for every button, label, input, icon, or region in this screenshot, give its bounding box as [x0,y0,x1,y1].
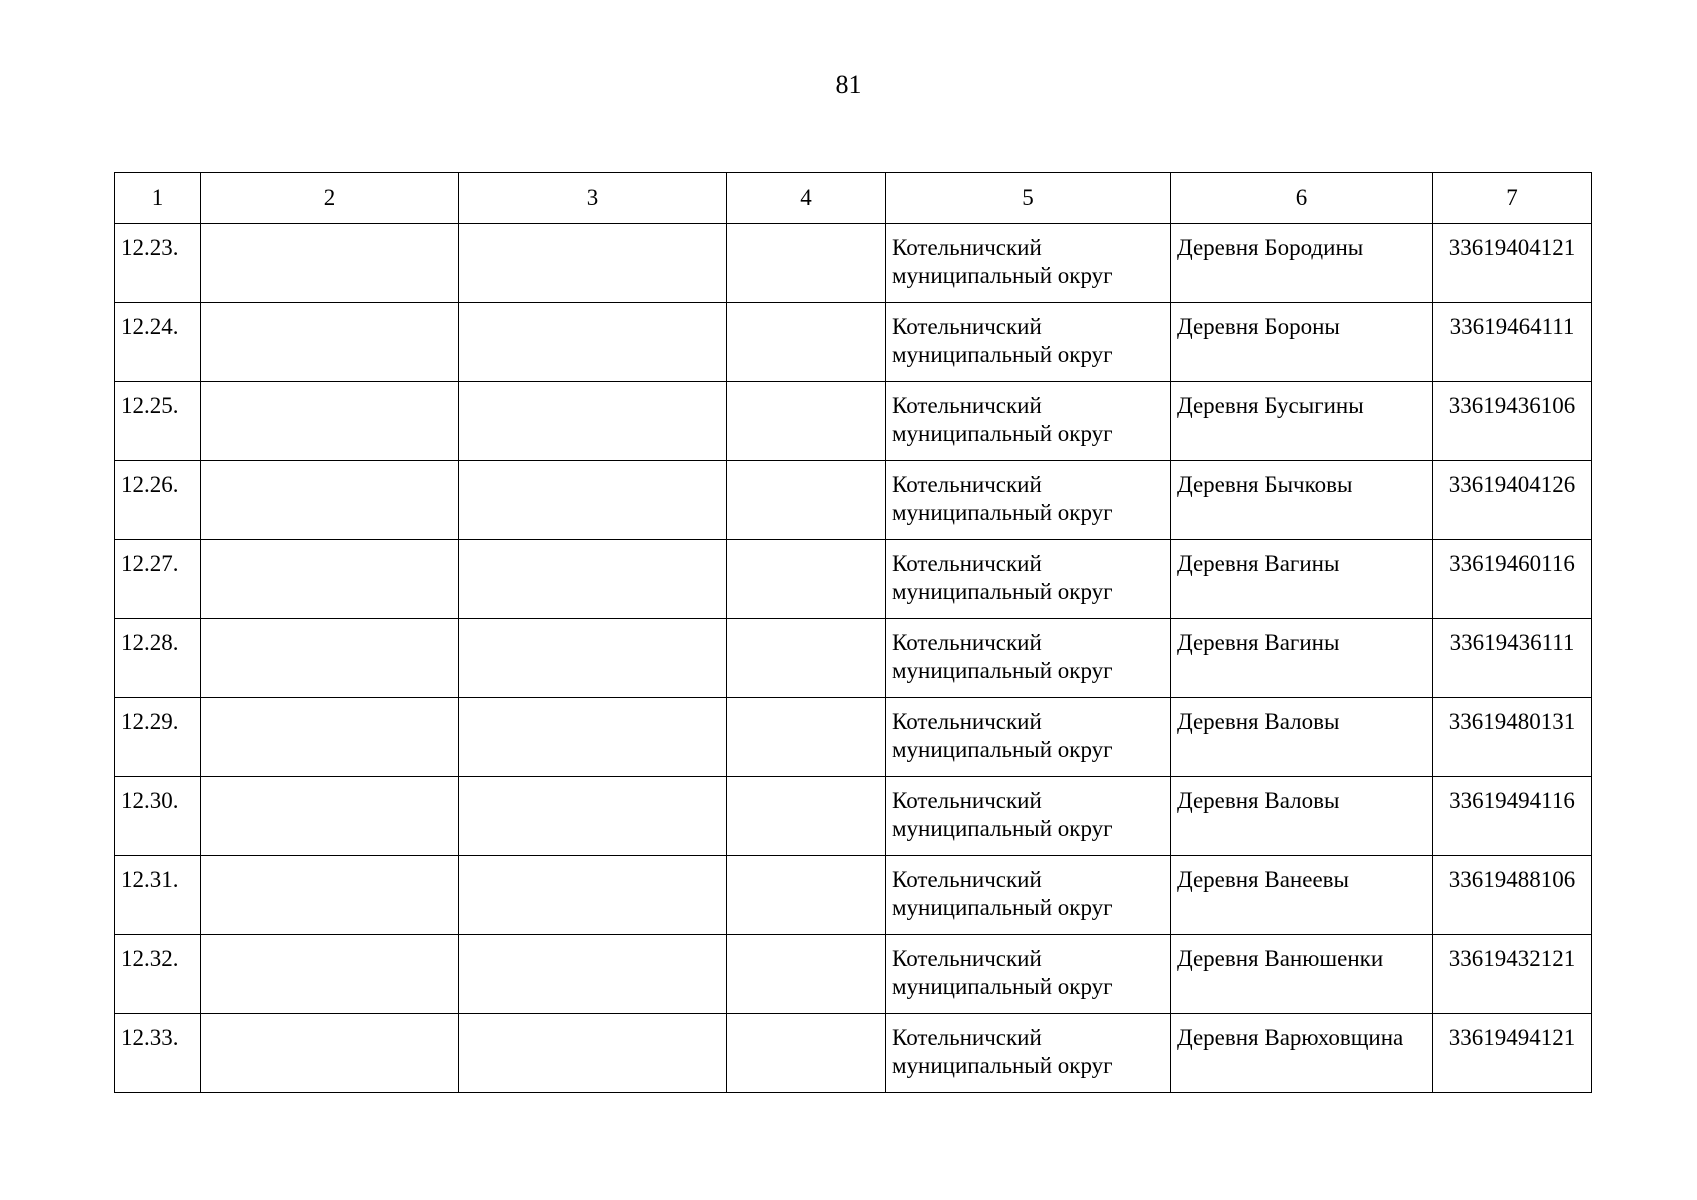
header-col-2: 2 [201,173,459,224]
settlements-table [114,172,1592,1093]
cell-col-3 [459,540,727,619]
code-cell: 33619464111 [1433,303,1592,382]
district-cell: Котельничский муниципальный округ [886,461,1171,540]
header-col-7: 7 [1433,173,1592,224]
cell-col-4 [727,224,886,303]
header-col-4: 4 [727,173,886,224]
cell-col-2 [201,540,459,619]
code-cell: 33619460116 [1433,540,1592,619]
cell-col-3 [459,303,727,382]
row-number: 12.30. [115,777,201,856]
cell-col-3 [459,461,727,540]
table-row [115,461,1592,540]
cell-col-2 [201,382,459,461]
settlement-cell: Деревня Валовы [1171,698,1433,777]
settlement-cell: Деревня Вагины [1171,540,1433,619]
row-number: 12.24. [115,303,201,382]
row-number: 12.23. [115,224,201,303]
code-cell: 33619494116 [1433,777,1592,856]
table-row [115,777,1592,856]
table-row [115,303,1592,382]
settlement-cell: Деревня Бородины [1171,224,1433,303]
district-cell: Котельничский муниципальный округ [886,1014,1171,1093]
table-row [115,935,1592,1014]
cell-col-4 [727,619,886,698]
cell-col-2 [201,856,459,935]
row-number: 12.29. [115,698,201,777]
settlement-cell: Деревня Варюховщина [1171,1014,1433,1093]
cell-col-2 [201,303,459,382]
district-cell: Котельничский муниципальный округ [886,540,1171,619]
settlement-cell: Деревня Бусыгины [1171,382,1433,461]
cell-col-2 [201,224,459,303]
table-row [115,540,1592,619]
code-cell: 33619404121 [1433,224,1592,303]
cell-col-3 [459,224,727,303]
table-row [115,1014,1592,1093]
settlement-cell: Деревня Валовы [1171,777,1433,856]
code-cell: 33619436111 [1433,619,1592,698]
code-cell: 33619404126 [1433,461,1592,540]
district-cell: Котельничский муниципальный округ [886,935,1171,1014]
cell-col-4 [727,777,886,856]
cell-col-3 [459,698,727,777]
cell-col-4 [727,303,886,382]
cell-col-4 [727,540,886,619]
cell-col-4 [727,461,886,540]
cell-col-2 [201,777,459,856]
settlement-cell: Деревня Бычковы [1171,461,1433,540]
row-number: 12.28. [115,619,201,698]
cell-col-3 [459,935,727,1014]
district-cell: Котельничский муниципальный округ [886,777,1171,856]
table-body [115,224,1592,1093]
cell-col-4 [727,382,886,461]
header-col-6: 6 [1171,173,1433,224]
district-cell: Котельничский муниципальный округ [886,382,1171,461]
code-cell: 33619432121 [1433,935,1592,1014]
code-cell: 33619436106 [1433,382,1592,461]
district-cell: Котельничский муниципальный округ [886,698,1171,777]
header-col-3: 3 [459,173,727,224]
cell-col-2 [201,619,459,698]
district-cell: Котельничский муниципальный округ [886,303,1171,382]
cell-col-4 [727,856,886,935]
header-col-1: 1 [115,173,201,224]
settlement-cell: Деревня Ванюшенки [1171,935,1433,1014]
header-row [115,173,1592,224]
cell-col-2 [201,461,459,540]
cell-col-3 [459,856,727,935]
code-cell: 33619494121 [1433,1014,1592,1093]
cell-col-2 [201,935,459,1014]
settlement-cell: Деревня Вагины [1171,619,1433,698]
table-row [115,224,1592,303]
cell-col-3 [459,1014,727,1093]
row-number: 12.26. [115,461,201,540]
cell-col-3 [459,382,727,461]
cell-col-3 [459,777,727,856]
cell-col-4 [727,1014,886,1093]
cell-col-4 [727,698,886,777]
table-row [115,856,1592,935]
cell-col-3 [459,619,727,698]
district-cell: Котельничский муниципальный округ [886,224,1171,303]
settlement-cell: Деревня Бороны [1171,303,1433,382]
settlement-cell: Деревня Ванеевы [1171,856,1433,935]
row-number: 12.32. [115,935,201,1014]
row-number: 12.31. [115,856,201,935]
page-number: 81 [835,70,862,99]
row-number: 12.25. [115,382,201,461]
cell-col-2 [201,698,459,777]
header-col-5: 5 [886,173,1171,224]
table-row [115,698,1592,777]
district-cell: Котельничский муниципальный округ [886,856,1171,935]
code-cell: 33619488106 [1433,856,1592,935]
cell-col-4 [727,935,886,1014]
table-row [115,619,1592,698]
district-cell: Котельничский муниципальный округ [886,619,1171,698]
table-row [115,382,1592,461]
code-cell: 33619480131 [1433,698,1592,777]
cell-col-2 [201,1014,459,1093]
row-number: 12.27. [115,540,201,619]
row-number: 12.33. [115,1014,201,1093]
